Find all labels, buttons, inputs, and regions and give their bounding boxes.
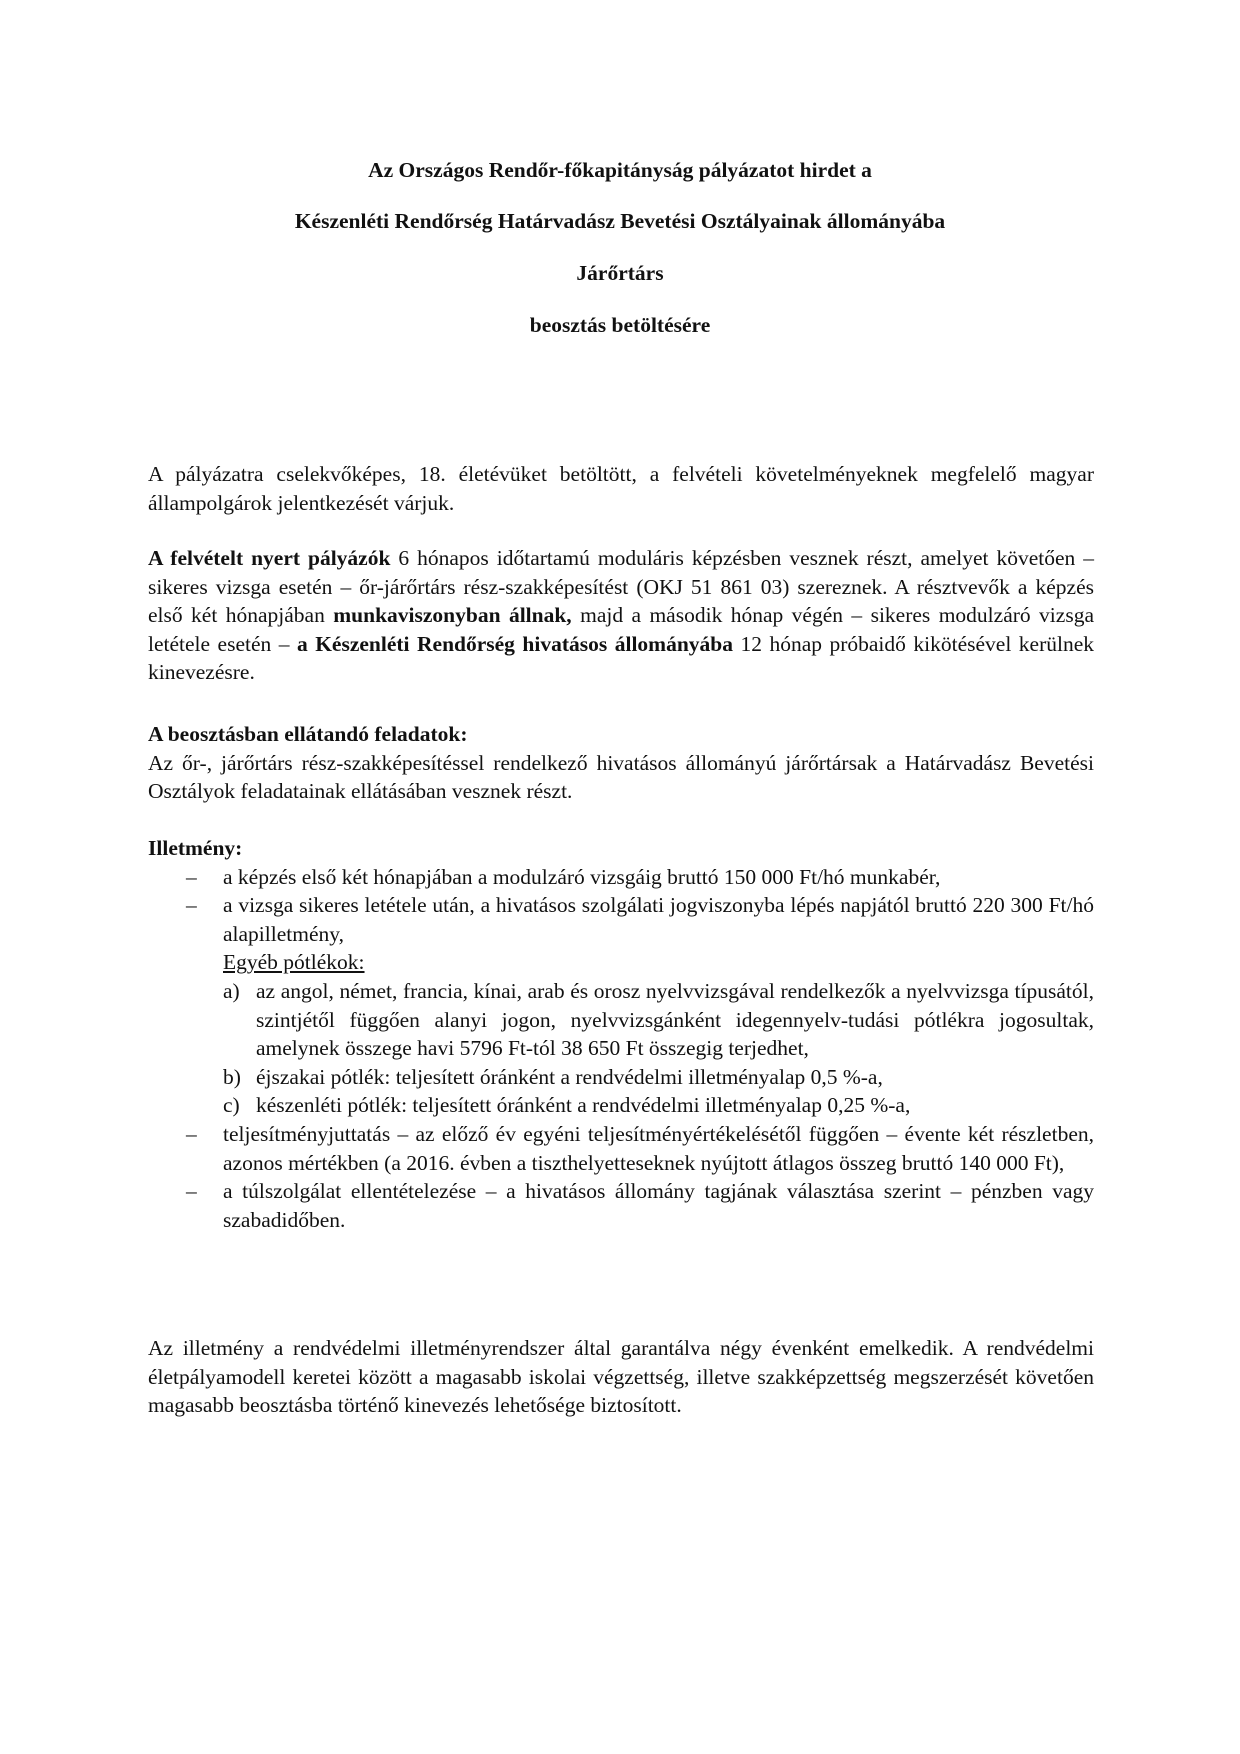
allowance-marker: c) [223,1093,240,1118]
allowance-item-c [148,1091,1094,1120]
dash-marker: – [186,1121,197,1146]
training-text-2: majd a második hónap végén – sikeres modulzáró vizsga letétele esetén – [148,603,1094,656]
training-text-1: 6 hónapos időtartamú moduláris képzésben vesznek részt, amelyet követően – sikeres vizsga esetén – őr-járőrtárs rész-szakképesítést (OKJ 51 861 03) szereznek. A résztvevők a képzés első két hónapjában [148,546,1095,628]
allowance-marker: a) [223,978,240,1003]
title-line-4: beosztás betöltésére [529,313,711,337]
allowances-heading-row [148,948,1094,977]
dash-marker: – [186,893,197,918]
intro-section [148,460,1094,517]
allowance-item-a [148,977,1094,1063]
salary-item-2 [148,891,1094,948]
title-line-2: Készenléti Rendőrség Határvadász Bevetési Osztályainak állományába [294,209,946,233]
dash-marker: – [186,864,197,889]
tasks-section [148,720,1094,806]
training-bold-1: A felvételt nyert pályázók [148,546,391,570]
tasks-text: Az őr-, járőrtárs rész-szakképesítéssel rendelkező hivatásos állományú járőrtársak a Határvadász Bevetési Osztályok feladatainak ellátásában vesznek részt. [148,750,1094,804]
salary-item-4 [148,1177,1094,1234]
salary-section [148,834,1094,1234]
training-section [148,544,1094,687]
salary-item-3-text: teljesítményjuttatás – az előző év egyéni teljesítményértékelésétől függően – évente két részletben, azonos mértékben (a 2016. évben a tiszthelyetteseknek nyújtott átlagos összeg bruttó 140 000 Ft), [223,1121,1094,1175]
allowance-text: éjszakai pótlék: teljesített óránként a rendvédelmi illetményalap 0,5 %-a, [256,1064,883,1089]
allowance-marker: b) [223,1064,241,1089]
salary-list-continued [148,1120,1094,1234]
salary-heading: Illetmény: [148,836,243,860]
allowance-text: az angol, német, francia, kínai, arab és orosz nyelvvizsgával rendelkezők a nyelvvizsga típusától, szintjétől függően alanyi jogon, nyelvvizsgánként idegennyelv-tudási pótlékra jogosultak, amelynek összege havi 5796 Ft-tól 38 650 Ft összegig terjedhet, [256,978,1094,1061]
title-line-3: Járőrtárs [576,261,664,285]
salary-list [148,863,1094,949]
allowances-list [148,977,1094,1120]
title-block [0,160,1240,339]
training-bold-3: a Készenléti Rendőrség hivatásos állományába [296,631,733,656]
salary-item-3 [148,1120,1094,1177]
training-paragraph [148,544,1094,687]
allowances-heading: Egyéb pótlékok: [223,950,365,975]
intro-paragraph: A pályázatra cselekvőképes, 18. életévüket betöltött, a felvételi követelményeknek megfelelő magyar állampolgárok jelentkezését várjuk. [148,462,1094,515]
salary-item-4-text: a túlszolgálat ellentételezése – a hivatásos állomány tagjának választása szerint – pénzben vagy szabadidőben. [223,1179,1094,1232]
salary-item-1-text: a képzés első két hónapjában a modulzáró vizsgáig bruttó 150 000 Ft/hó munkabér, [223,864,941,889]
training-text-3: 12 hónap próbaidő kikötésével kerülnek kinevezésre. [148,631,1094,685]
closing-paragraph: Az illetmény a rendvédelmi illetményrendszer által garantálva négy évenként emelkedik. A rendvédelmi életpályamodell keretei között a magasabb iskolai végzettség, illetve szakképzettség megszerzését követően magasabb beosztásba történő kinevezés lehetősége biztosított. [148,1336,1094,1418]
salary-item-1 [148,863,1094,892]
training-bold-2: munkaviszonyban állnak, [333,603,572,628]
tasks-heading: A beosztásban ellátandó feladatok: [148,722,468,746]
closing-section [148,1334,1094,1420]
allowance-text: készenléti pótlék: teljesített óránként a rendvédelmi illetményalap 0,25 %-a, [256,1093,911,1118]
title-line-1: Az Országos Rendőr-főkapitányság pályázatot hirdet a [368,158,872,182]
allowance-item-b [148,1063,1094,1092]
dash-marker: – [186,1179,197,1204]
salary-item-2-text: a vizsga sikeres letétele után, a hivatásos szolgálati jogviszonyba lépés napjától bruttó 220 300 Ft/hó alapilletmény, [223,893,1094,946]
